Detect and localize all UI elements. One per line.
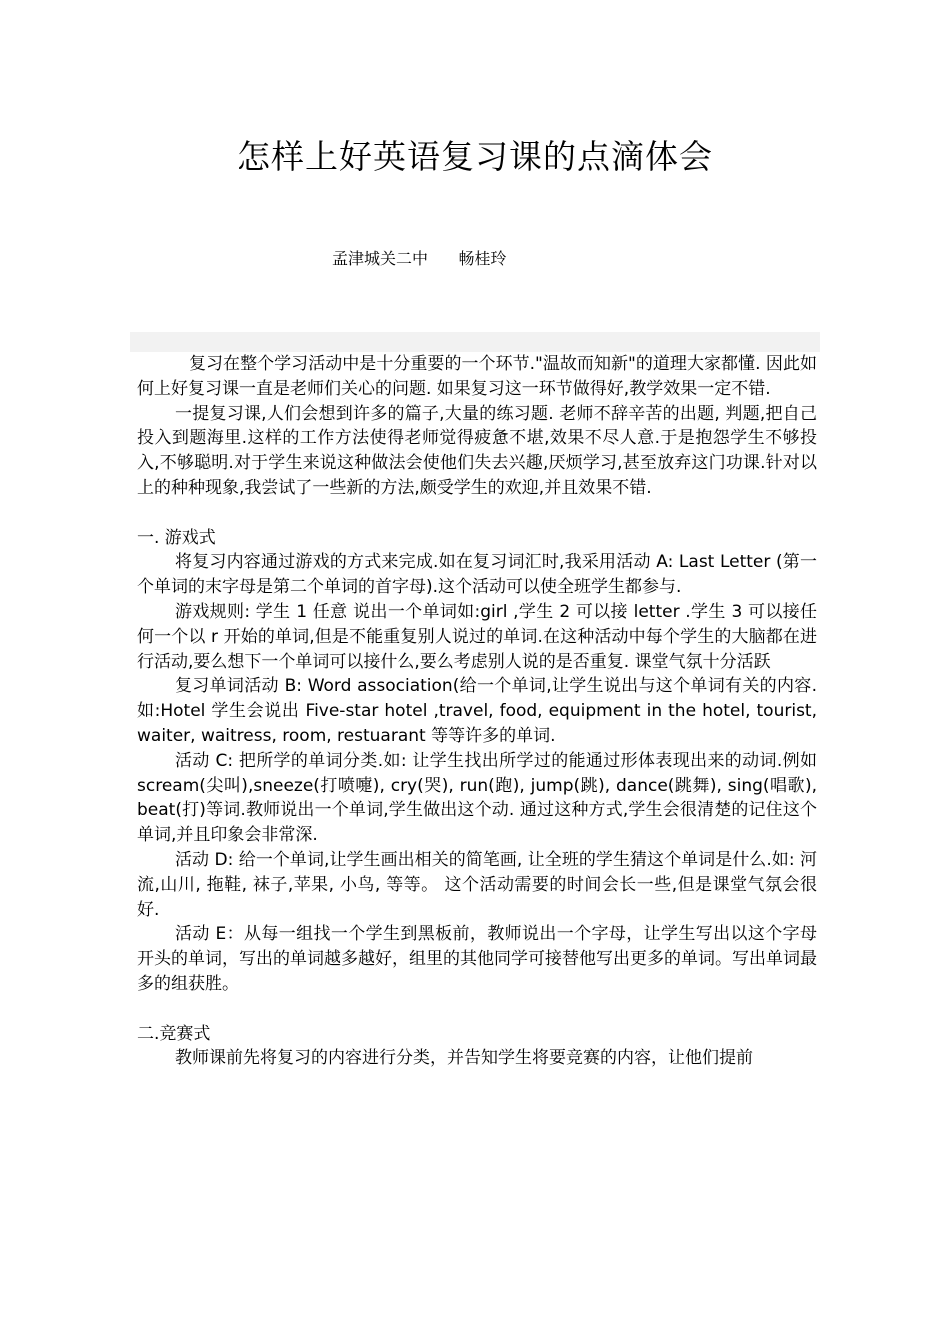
paragraph-problem: 一提复习课,人们会想到许多的篇子,大量的练习题. 老师不辞辛苦的出题, 判题,把自己投入到题海里.这样的工作方法使得老师觉得疲惫不堪,效果不尽人意.于是抱怨学生不够投入,不够聪明.对于学生来说这种做法会使他们失去兴趣,厌烦学习,甚至放弃这门功课.针对以上的种种现象,我尝试了一些新的方法,颇受学生的欢迎,并且效果不错. bbox=[137, 403, 817, 498]
paragraph-activity-e: 活动 E：从每一组找一个学生到黑板前，教师说出一个字母，让学生写出以这个字母开头的单词，写出的单词越多越好，组里的其他同学可接替他写出更多的单词。写出单词最多的组获胜。 bbox=[137, 924, 817, 994]
section-heading-competition: 二.竞赛式 bbox=[137, 1023, 211, 1044]
paragraph-activity-a: 将复习内容通过游戏的方式来完成.如在复习词汇时,我采用活动 A: Last Letter (第一个单词的末字母是第二个单词的首字母).这个活动可以使全班学生都参与. bbox=[137, 552, 817, 598]
spacer bbox=[137, 501, 817, 526]
paragraph-activity-b: 复习单词活动 B: Word association(给一个单词,让学生说出与这个单词有关的内容. 如:Hotel 学生会说出 Five-star hotel ,travel, food, equipment in the hotel, tourist, waiter, waitress, room, restuarant 等等许多的单词. bbox=[137, 676, 817, 746]
spacer bbox=[137, 997, 817, 1022]
document-body bbox=[137, 352, 817, 1071]
shaded-band bbox=[130, 332, 820, 352]
paragraph-activity-d: 活动 D: 给一个单词,让学生画出相关的简笔画, 让全班的学生猜这个单词是什么.如: 河流,山川, 拖鞋, 袜子,苹果, 小鸟, 等等。 这个活动需要的时间会长一些,但是课堂气氛会很好. bbox=[137, 849, 817, 920]
paragraph-intro: 复习在整个学习活动中是十分重要的一个环节."温故而知新"的道理大家都懂. 因此如何上好复习课一直是老师们关心的问题. 如果复习这一环节做得好,教学效果一定不错. bbox=[137, 354, 817, 399]
section-heading-games: 一. 游戏式 bbox=[137, 527, 216, 548]
document-title: 怎样上好英语复习课的点滴体会 bbox=[237, 137, 713, 176]
paragraph-game-rules: 游戏规则: 学生 1 任意 说出一个单词如:girl ,学生 2 可以接 letter .学生 3 可以接任何一个以 r 开始的单词,但是不能重复别人说过的单词.在这种活动中每个学生的大脑都在进行活动,要么想下一个单词可以接什么,要么考虑别人说的是否重复. 课堂气氛十分活跃 bbox=[137, 601, 817, 672]
paragraph-activity-c: 活动 C: 把所学的单词分类.如: 让学生找出所学过的能通过形体表现出来的动词.例如 scream(尖叫),sneeze(打喷嚏), cry(哭), run(跑), jump(跳), dance(跳舞), sing(唱歌), beat(打)等词.教师说出一个单词,学生做出这个动. 通过这种方式,学生会很清楚的记住这个单词,并且印象会非常深. bbox=[137, 750, 817, 846]
author-line: 孟津城关二中 畅桂玲 bbox=[332, 249, 507, 268]
paragraph-competition: 教师课前先将复习的内容进行分类，并告知学生将要竞赛的内容，让他们提前 bbox=[175, 1048, 753, 1069]
